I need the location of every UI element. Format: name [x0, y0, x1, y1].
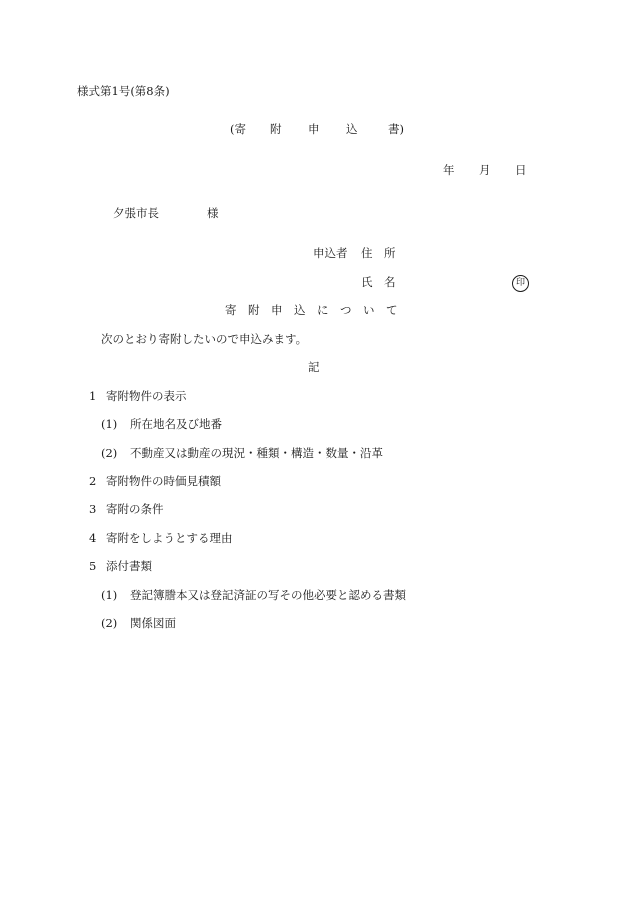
intro-text: 次のとおり寄附したいので申込みます。 [101, 332, 308, 346]
item-number: (1) [101, 588, 118, 602]
title-char: 附 [270, 122, 282, 136]
item-text: 関係図面 [130, 616, 176, 630]
subject-char: い [363, 303, 375, 317]
date-month: 月 [479, 163, 491, 177]
seal-mark: 印 [512, 275, 529, 292]
subject-char: に [317, 303, 329, 317]
subject-line [225, 305, 398, 317]
name-char: 名 [384, 275, 396, 289]
item-text: 登記簿謄本又は登記済証の写その他必要と認める書類 [130, 588, 406, 602]
item-text: 寄附物件の表示 [106, 389, 187, 403]
item-number: (2) [101, 616, 118, 630]
title-char: (寄 [230, 122, 246, 136]
item-number: 2 [89, 474, 97, 488]
date-year: 年 [443, 163, 455, 177]
addressee-name: 夕張市長 [113, 206, 159, 220]
item-number: 4 [89, 531, 97, 545]
subject-char: 込 [294, 303, 306, 317]
applicant-address-label [361, 248, 396, 260]
subject-char: 附 [248, 303, 260, 317]
title-char: 申 [308, 122, 320, 136]
item-number: 3 [89, 502, 97, 516]
subject-char: 寄 [225, 303, 237, 317]
item-text: 寄附をしようとする理由 [106, 531, 233, 545]
item-number: 1 [89, 389, 97, 403]
name-char: 氏 [361, 275, 373, 289]
item-text: 所在地名及び地番 [130, 417, 222, 431]
item-number: (2) [101, 446, 118, 460]
addressee-honorific: 様 [207, 206, 219, 220]
address-char: 所 [384, 246, 396, 260]
title-char: 込 [346, 122, 358, 136]
item-text: 添付書類 [106, 559, 152, 573]
form-number: 様式第1号(第8条) [77, 84, 170, 98]
subject-char: 申 [271, 303, 283, 317]
date-day: 日 [515, 163, 527, 177]
title-char: 書) [388, 122, 404, 136]
address-char: 住 [361, 246, 373, 260]
item-number: (1) [101, 417, 118, 431]
applicant-label: 申込者 [313, 246, 348, 260]
document-title [230, 124, 404, 136]
item-text: 不動産又は動産の現況・種類・構造・数量・沿革 [130, 446, 383, 460]
subject-char: つ [340, 303, 352, 317]
ki-heading: 記 [308, 360, 320, 374]
item-text: 寄附物件の時価見積額 [106, 474, 221, 488]
applicant-name-label [361, 277, 396, 289]
subject-char: て [386, 303, 398, 317]
item-text: 寄附の条件 [106, 502, 164, 516]
item-number: 5 [89, 559, 97, 573]
